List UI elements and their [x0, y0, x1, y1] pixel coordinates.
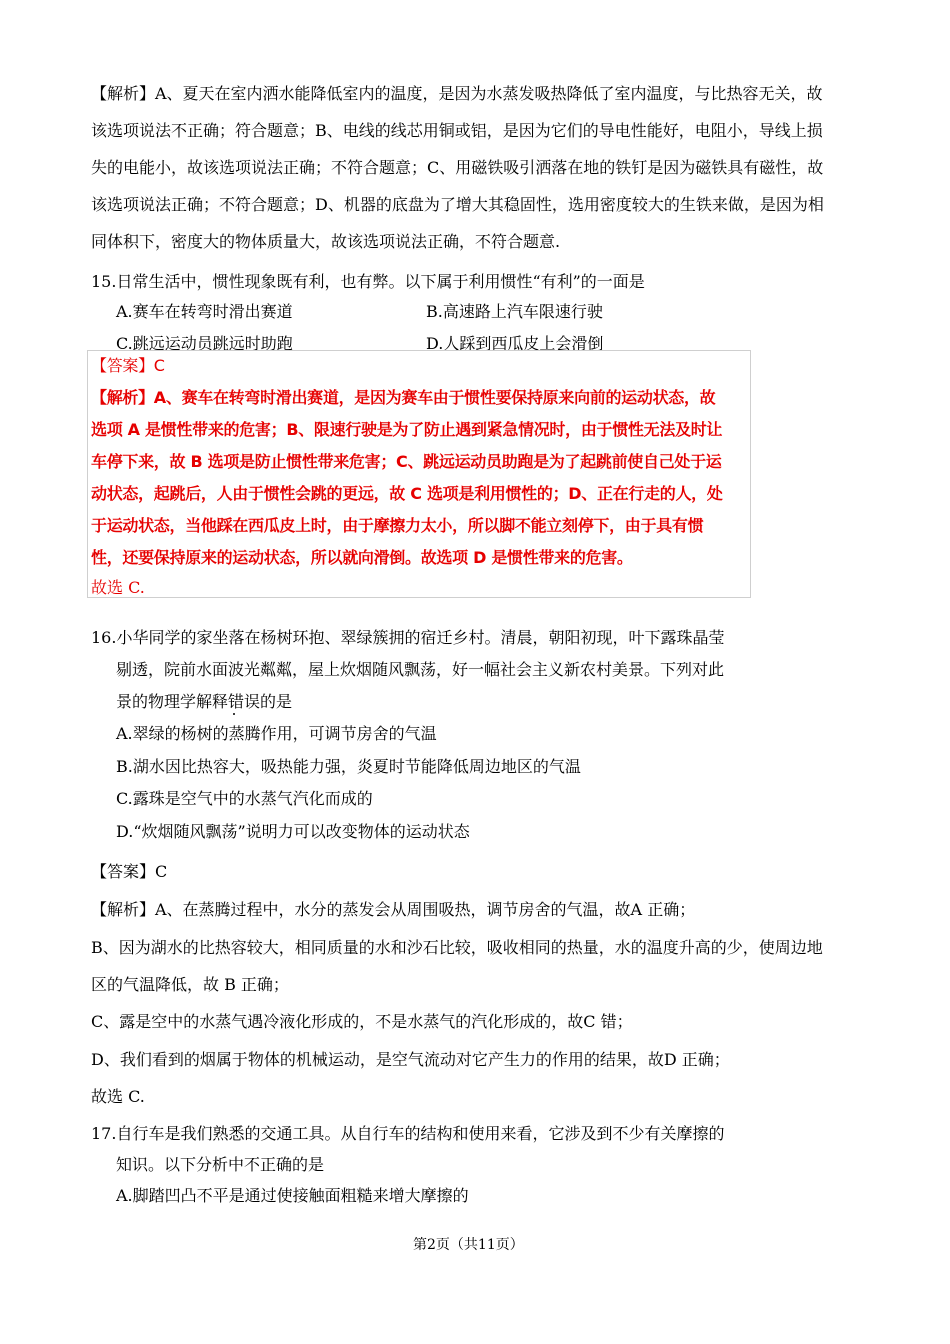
analysis-line: 该选项说法正确；不符合题意；D、机器的底盘为了增大其稳固性，选用密度较大的生铁来做，是因为相 [91, 195, 824, 214]
q17-option-a: A.脚踏凹凸不平是通过使接触面粗糙来增大摩擦的 [116, 1186, 469, 1205]
q16-option-a: A.翠绿的杨树的蒸腾作用，可调节房舍的气温 [116, 724, 437, 743]
q15-option-a: A.赛车在转弯时滑出赛道 [116, 302, 293, 321]
question-15-stem: 15.日常生活中，惯性现象既有利，也有弊。以下属于利用惯性“有利”的一面是 [91, 272, 645, 291]
page-footer: 第2页（共11页） [413, 1237, 524, 1253]
q16-analysis-line: 区的气温降低，故 B 正确； [91, 975, 289, 994]
q15-analysis-line: 选项 A 是惯性带来的危害；B、限速行驶是为了防止遇到紧急情况时，由于惯性无法及时让 [91, 420, 723, 439]
analysis-line: 【解析】A、夏天在室内洒水能降低室内的温度，是因为水蒸发吸热降低了室内温度，与比热容无关，故 [91, 84, 823, 103]
q15-option-d: D.人踩到西瓜皮上会滑倒 [426, 334, 604, 353]
question-16-stem: 16.小华同学的家坐落在杨树环抱、翠绿簇拥的宿迁乡村。清晨，朝阳初现，叶下露珠晶莹 [91, 628, 725, 647]
q15-analysis-line: 动状态，起跳后，人由于惯性会跳的更远，故 C 选项是利用惯性的；D、正在行走的人，处 [91, 484, 723, 503]
q16-analysis-line: 【解析】A、在蒸腾过程中，水分的蒸发会从周围吸热，调节房舍的气温，故A 正确； [91, 900, 696, 919]
q15-answer: 【答案】C [91, 356, 165, 375]
q15-conclusion: 故选 C. [91, 578, 145, 597]
q16-option-c: C.露珠是空气中的水蒸气汽化而成的 [116, 789, 373, 808]
q15-option-b: B.高速路上汽车限速行驶 [426, 302, 603, 321]
q15-analysis-line: 于运动状态，当他踩在西瓜皮上时，由于摩擦力太小，所以脚不能立刻停下，由于具有惯 [91, 516, 704, 535]
emphasis-dot [233, 713, 235, 715]
question-16-stem: 剔透，院前水面波光粼粼，屋上炊烟随风飘荡，好一幅社会主义新农村美景。下列对此 [116, 660, 725, 679]
q15-analysis-line: 性，还要保持原来的运动状态，所以就向滑倒。故选项 D 是惯性带来的危害。 [91, 548, 633, 567]
q15-analysis-line: 【解析】A、赛车在转弯时滑出赛道，是因为赛车由于惯性要保持原来向前的运动状态，故 [91, 388, 716, 407]
analysis-line: 该选项说法不正确；符合题意；B、电线的线芯用铜或铝，是因为它们的导电性能好，电阻小，导线上损 [91, 121, 823, 140]
q16-analysis-line: 故选 C. [91, 1087, 145, 1106]
q16-option-b: B.湖水因比热容大，吸热能力强，炎夏时节能降低周边地区的气温 [116, 757, 581, 776]
analysis-line: 失的电能小，故该选项说法正确；不符合题意；C、用磁铁吸引洒落在地的铁钉是因为磁铁具有磁性，故 [91, 158, 824, 177]
q16-option-d: D.“炊烟随风飘荡”说明力可以改变物体的运动状态 [116, 822, 470, 841]
q15-analysis-line: 车停下来，故 B 选项是防止惯性带来危害；C、跳远运动员助跑是为了起跳前使自己处于运 [91, 452, 722, 471]
question-17-stem: 知识。以下分析中不正确的是 [116, 1155, 325, 1174]
q16-answer: 【答案】C [91, 862, 168, 881]
q16-analysis-line: D、我们看到的烟属于物体的机械运动，是空气流动对它产生力的作用的结果，故D 正确； [91, 1050, 730, 1069]
q16-analysis-line: B、因为湖水的比热容较大，相同质量的水和沙石比较，吸收相同的热量，水的温度升高的少，使周边地 [91, 938, 823, 957]
question-17-stem: 17.自行车是我们熟悉的交通工具。从自行车的结构和使用来看，它涉及到不少有关摩擦的 [91, 1124, 725, 1143]
question-16-stem: 景的物理学解释错误的是 [116, 692, 293, 711]
q15-option-c: C.跳远运动员跳远时助跑 [116, 334, 293, 353]
q16-analysis-line: C、露是空中的水蒸气遇冷液化形成的，不是水蒸气的汽化形成的，故C 错； [91, 1012, 633, 1031]
analysis-line: 同体积下，密度大的物体质量大，故该选项说法正确，不符合题意. [91, 232, 561, 251]
